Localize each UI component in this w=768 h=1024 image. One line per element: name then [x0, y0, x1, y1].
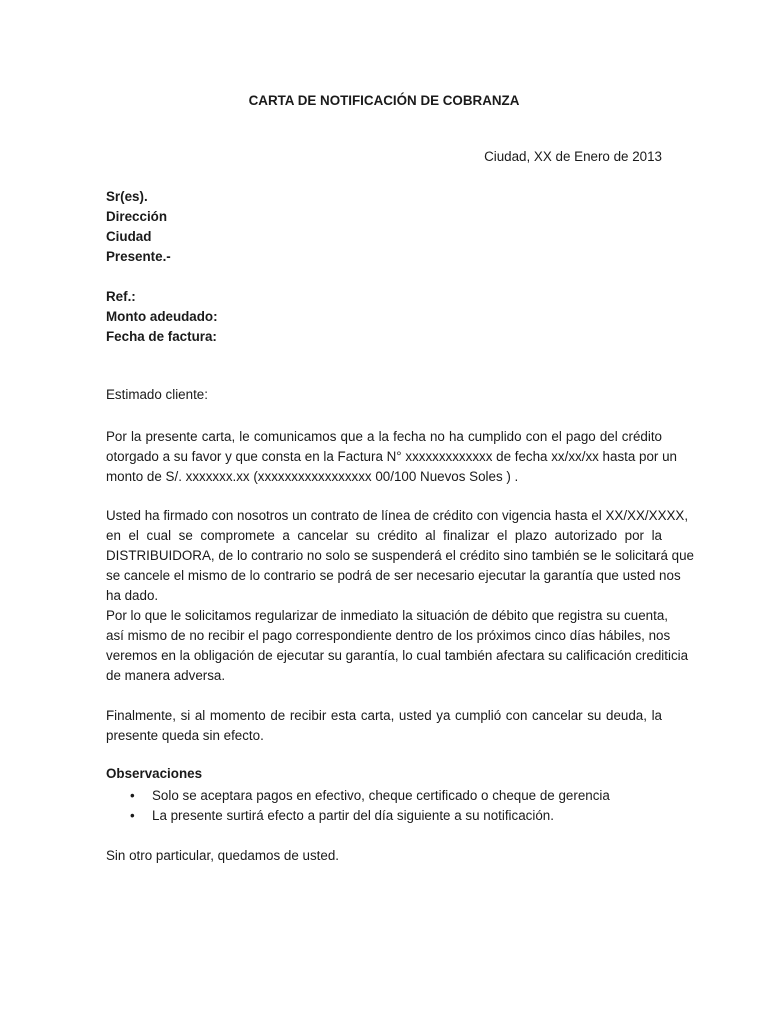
recipient-present: Presente.- — [106, 249, 171, 264]
bullet-icon: • — [130, 808, 135, 823]
paragraph-line: ha dado. — [106, 588, 159, 603]
paragraph-line: otorgado a su favor y que consta en la Factura N° xxxxxxxxxxxxx de fecha xx/xx/xx hasta por un — [106, 449, 678, 464]
paragraph-line: presente queda sin efecto. — [106, 728, 264, 743]
paragraph-line: así mismo de no recibir el pago correspondiente dentro de los próximos cinco días hábiles, nos — [106, 628, 671, 643]
paragraph-line: Usted ha firmado con nosotros un contrato de línea de crédito con vigencia hasta el XX/XX/XXXX, — [106, 508, 689, 523]
paragraph-line: DISTRIBUIDORA, de lo contrario no solo se suspenderá el crédito sino también se le solicitará que — [106, 548, 694, 563]
list-item-text: La presente surtirá efecto a partir del día siguiente a su notificación. — [152, 808, 554, 823]
list-item — [106, 786, 610, 806]
invoice-date-label: Fecha de factura: — [106, 329, 217, 344]
letter-date: Ciudad, XX de Enero de 2013 — [484, 149, 662, 164]
greeting: Estimado cliente: — [106, 387, 208, 402]
bullet-icon: • — [130, 788, 135, 803]
letter-title: CARTA DE NOTIFICACIÓN DE COBRANZA — [248, 93, 520, 108]
closing-line: Sin otro particular, quedamos de usted. — [106, 848, 339, 863]
paragraph-line: Finalmente, si al momento de recibir esta carta, usted ya cumplió con cancelar su deuda, la — [106, 708, 662, 723]
paragraph-line: Por la presente carta, le comunicamos que a la fecha no ha cumplido con el pago del crédito — [106, 429, 662, 444]
reference-block — [106, 287, 218, 347]
paragraph-final — [106, 706, 662, 746]
list-item-text: Solo se aceptara pagos en efectivo, cheque certificado o cheque de gerencia — [152, 788, 610, 803]
paragraph-line: Por lo que le solicitamos regularizar de inmediato la situación de débito que registra su cuenta, — [106, 608, 668, 623]
paragraph-line: en el cual se compromete a cancelar su crédito al finalizar el plazo autorizado por la — [106, 528, 662, 543]
observations-heading: Observaciones — [106, 766, 203, 781]
paragraph-line: veremos en la obligación de ejecutar su garantía, lo cual también afectara su calificación crediticia — [106, 648, 689, 663]
reference-label: Ref.: — [106, 289, 136, 304]
paragraph-notice — [106, 427, 678, 487]
recipient-salutation: Sr(es). — [106, 189, 148, 204]
recipient-city: Ciudad — [106, 229, 152, 244]
recipient-address: Dirección — [106, 209, 168, 224]
paragraph-contract — [106, 506, 694, 686]
amount-owed-label: Monto adeudado: — [106, 309, 218, 324]
paragraph-line: de manera adversa. — [106, 668, 226, 683]
observations-list — [106, 786, 610, 826]
paragraph-line: se cancele el mismo de lo contrario se podrá de ser necesario ejecutar la garantía que usted nos — [106, 568, 681, 583]
paragraph-line: monto de S/. xxxxxxx.xx (xxxxxxxxxxxxxxxxx 00/100 Nuevos Soles ) . — [106, 469, 519, 484]
recipient-block — [106, 187, 171, 267]
list-item — [106, 806, 610, 826]
